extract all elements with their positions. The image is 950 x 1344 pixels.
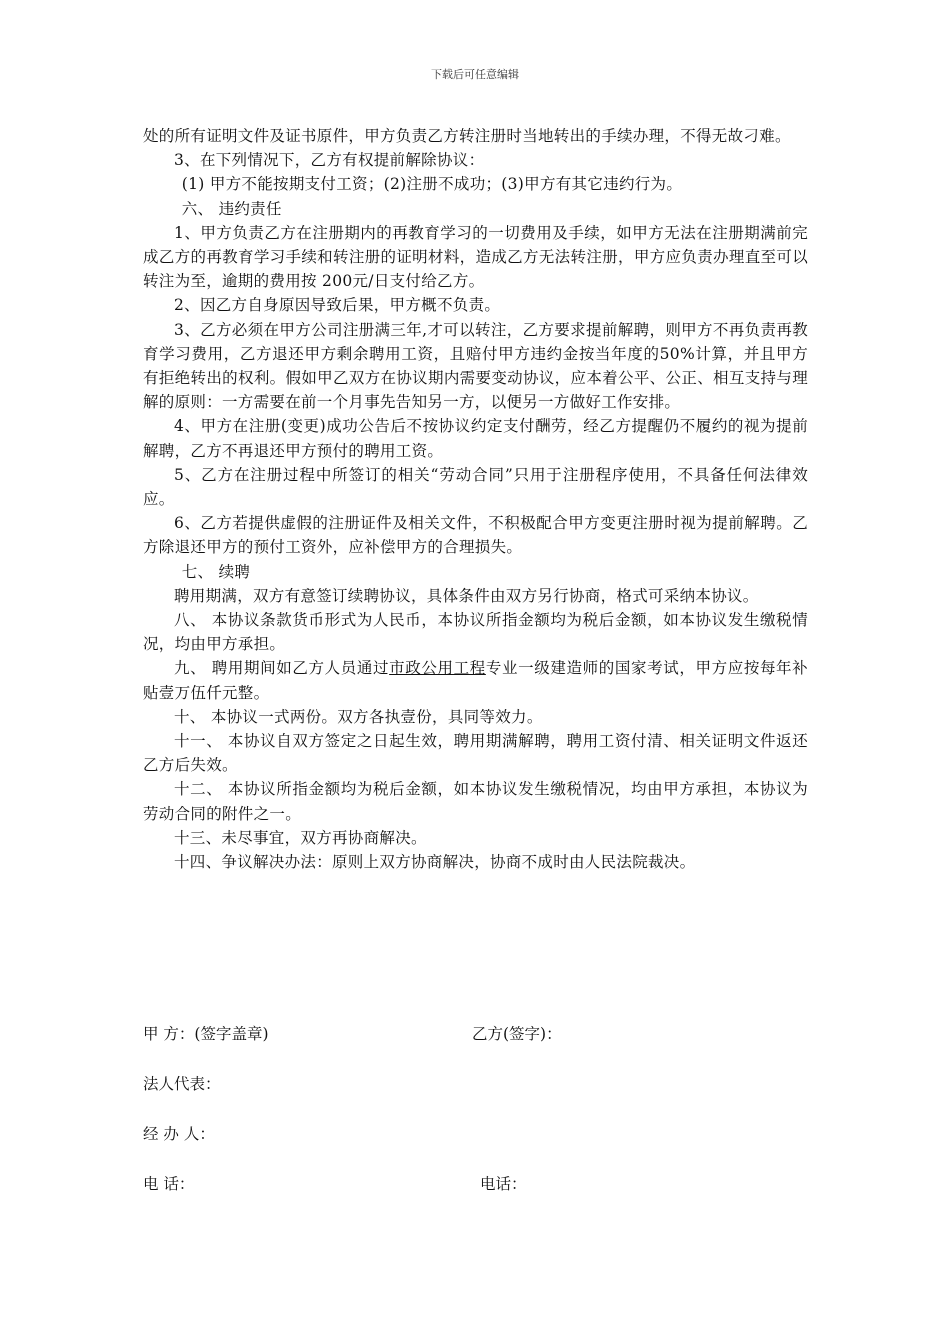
paragraph-clause-12: 十二、 本协议所指金额均为税后金额，如本协议发生缴税情况，均由甲方承担，本协议为劳动合同的附件之一。 xyxy=(143,780,808,823)
clause-9-text-after: 专业一级建造师的国家考试，甲方应按每年补贴壹万伍仟元整。 xyxy=(143,659,808,702)
signature-handler: 经 办 人： xyxy=(143,1125,215,1143)
contract-body xyxy=(143,124,808,874)
paragraph-breach-5: 5、乙方在注册过程中所签订的相关“劳动合同”只用于注册程序使用，不具备任何法律效应。 xyxy=(143,465,808,509)
paragraph-clause-9 xyxy=(143,656,808,704)
paragraph-renewal: 聘用期满，双方有意签订续聘协议，具体条件由双方另行协商，格式可采纳本协议。 xyxy=(174,586,759,605)
paragraph-clause-10: 十、 本协议一式两份。双方各执壹份，具同等效力。 xyxy=(174,707,543,726)
paragraph-termination-conditions: (1) 甲方不能按期支付工资；(2)注册不成功；(3)甲方有其它违约行为。 xyxy=(181,175,683,194)
paragraph-breach-2: 2、因乙方自身原因导致后果，甲方概不负责。 xyxy=(174,296,501,315)
signature-party-b: 乙方(签字)： xyxy=(472,1025,562,1043)
paragraph-clause-13: 十三、未尽事宜，双方再协商解决。 xyxy=(174,828,427,847)
signature-legal-representative: 法人代表： xyxy=(143,1075,221,1093)
clause-9-underlined-specialty: 市政公用工程 xyxy=(389,659,486,678)
paragraph-breach-3: 3、乙方必须在甲方公司注册满三年,才可以转注，乙方要求提前解聘，则甲方不再负责再教育学习费用，乙方退还甲方剩余聘用工资，且赔付甲方违约金按当年度的50%计算，并且甲方有拒绝转出的权利。假如甲乙双方在协议期内需要变动协议，应本着公平、公正、相互支持与理解的原则：一方需要在前一个月事先告知另一方，以便另一方做好工作安排。 xyxy=(143,320,808,412)
paragraph-continuation: 处的所有证明文件及证书原件，甲方负责乙方转注册时当地转出的手续办理，不得无故刁难。 xyxy=(143,127,791,145)
page-header: 下载后可任意编辑 xyxy=(431,68,519,81)
clause-9-text-before: 九、 聘用期间如乙方人员通过 xyxy=(174,659,390,678)
paragraph-termination-rights: 3、在下列情况下，乙方有权提前解除协议： xyxy=(174,151,485,170)
paragraph-clause-8: 八、 本协议条款货币形式为人民币，本协议所指金额均为税后金额，如本协议发生缴税情况，均由甲方承担。 xyxy=(143,611,808,654)
section-heading-renewal: 七、 续聘 xyxy=(181,562,251,581)
signature-phone-a: 电 话： xyxy=(143,1175,195,1193)
signature-party-a: 甲 方：(签字盖章) xyxy=(143,1025,269,1043)
paragraph-breach-4: 4、甲方在注册(变更)成功公告后不按协议约定支付酬劳，经乙方提醒仍不履约的视为提前解聘，乙方不再退还甲方预付的聘用工资。 xyxy=(143,417,808,460)
section-heading-breach: 六、 违约责任 xyxy=(181,199,282,218)
signature-phone-b: 电话： xyxy=(480,1175,527,1193)
paragraph-breach-6: 6、乙方若提供虚假的注册证件及相关文件，不积极配合甲方变更注册时视为提前解聘。乙方除退还甲方的预付工资外，应补偿甲方的合理损失。 xyxy=(143,514,808,557)
paragraph-breach-1: 1、甲方负责乙方在注册期内的再教育学习的一切费用及手续，如甲方无法在注册期满前完成乙方的再教育学习手续和转注册的证明材料，造成乙方无法转注册，甲方应负责办理直至可以转注为至，逾期的费用按 200元/日支付给乙方。 xyxy=(143,223,808,291)
paragraph-clause-14: 十四、争议解决办法：原则上双方协商解决，协商不成时由人民法院裁决。 xyxy=(174,853,696,872)
paragraph-clause-11: 十一、 本协议自双方签定之日起生效，聘用期满解聘，聘用工资付清、相关证明文件返还乙方后失效。 xyxy=(143,732,808,775)
